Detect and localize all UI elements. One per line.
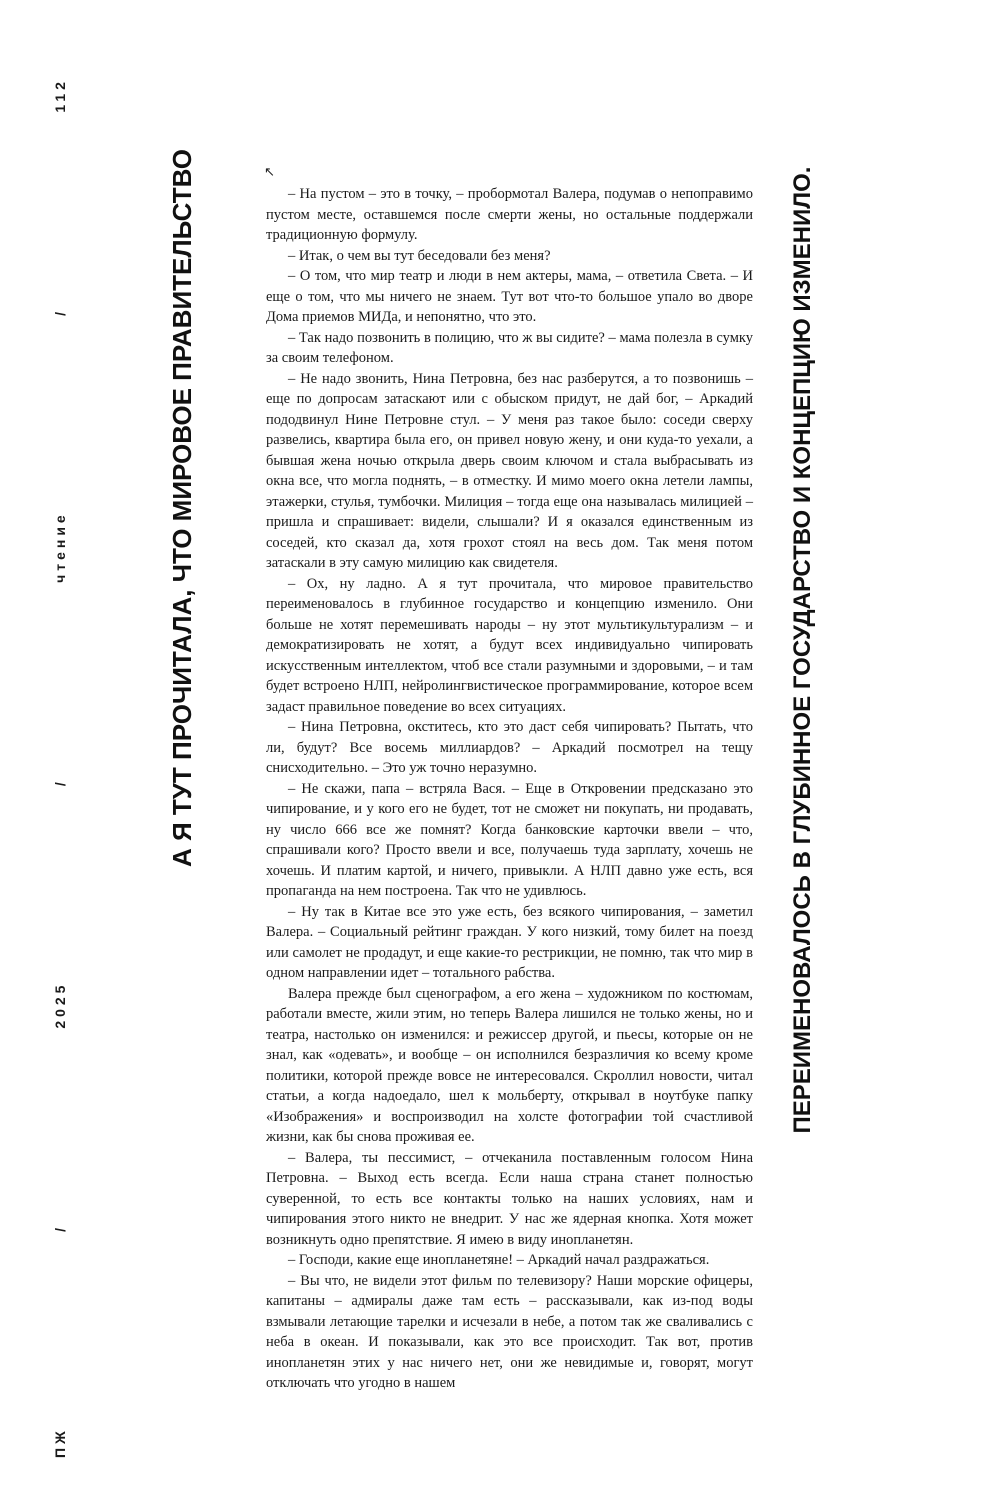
arrow-up-left-icon: ↖	[264, 165, 275, 180]
article-body	[266, 184, 753, 1391]
pull-quote-right: ПЕРЕИМЕНОВАЛОСЬ В ГЛУБИННОЕ ГОСУДАРСТВО И КОНЦЕПЦИЮ ИЗМЕНИЛО.	[789, 166, 816, 1134]
running-head	[48, 78, 72, 1458]
pull-quote-left: А Я ТУТ ПРОЧИТАЛА, ЧТО МИРОВОЕ ПРАВИТЕЛЬСТВО	[167, 148, 197, 868]
paragraph: – Так надо позвонить в полицию, что ж вы сидите? – мама полезла в сумку за своим телефоном.	[266, 329, 753, 366]
paragraph: – Не надо звонить, Нина Петровна, без нас разберутся, а то позвонишь – еще по допросам затаскают или с обыском придут, не дай бог, – Аркадий пододвинул Нине Петровне стул. – У меня раз такое было: соседи сверху развелись, квартира была его, он привел новую жену, и они куда-то уехали, а бывшая жена ночью открыла дверь своим ключом и стала выбрасывать из окна все, что могла поднять, – в отместку. И мимо моего окна летели лампы, этажерки, стулья, тумбочки. Милиция – тогда еще она называлась милицией – пришла и спрашивает: видели, слышали? И я оказался единственным из соседей, кто сказал да, хотя грохот стоял на весь дом. Так меня потом затаскали в эту самую милицию как свидетеля.	[266, 370, 753, 571]
paragraph: – Не скажи, папа – встряла Вася. – Еще в Откровении предсказано это чипирование, и у кого его не будет, тот не сможет ни покупать, ни продавать, ну число 666 все же помнят? Когда банковские карточки ввели – что, спрашивали кого? Просто ввели и все, получаешь туда зарплату, хочешь не хочешь. И платим картой, и ничего, привыкли. А НЛП давно уже есть, вся пропаганда на нем построена. Так что не удивлюсь.	[266, 780, 753, 899]
paragraph: – Нина Петровна, окститесь, кто это даст себя чипировать? Пытать, что ли, будут? Все восемь миллиардов? – Аркадий посмотрел на тещу снисходительно. – Это уж точно неразумно.	[266, 719, 753, 776]
paragraph: – Ох, ну ладно. А я тут прочитала, что мировое правительство переименовалось в глубинное государство и концепцию изменило. Они больше не хотят перемешивать народы – ну этот мультикультурализм – и демократизировать не хотят, а будут всех индивидуально чипировать искусственным интеллектом, чтоб все стали разумными и здоровыми, – и там будет встроено НЛП, нейролингвистическое программирование, которое всем задаст правильное поведение во всех ситуациях.	[266, 575, 753, 715]
section-name: чтение	[52, 511, 68, 583]
issue-year: 2025	[52, 981, 68, 1029]
journal-name: ПЖ	[52, 1427, 68, 1458]
paragraph: – Господи, какие еще инопланетяне! – Аркадий начал раздражаться.	[288, 1252, 710, 1268]
paragraph: – Валера, ты пессимист, – отчеканила поставленным голосом Нина Петровна. – Выход есть всегда. Если наша страна станет полностью суверенной, то есть все контакты только на наших условиях, нам и чипирования этого никто не внедрит. У нас же ядерная кнопка. Хотя может возникнуть одно препятствие. Я имею в виду инопланетян.	[266, 1149, 753, 1248]
separator: /	[52, 308, 68, 316]
paragraph: – Итак, о чем вы тут беседовали без меня?	[288, 247, 551, 264]
paragraph: – Ну так в Китае все это уже есть, без всякого чипирования, – заметил Валера. – Социальный рейтинг граждан. У кого низкий, тому билет на поезд или самолет не продадут, и еще какие-то рестрикции, не помню, так что мир в одном направлении идет – тотального рабства.	[266, 903, 753, 981]
paragraph: – На пустом – это в точку, – пробормотал Валера, подумав о непоправимо пустом месте, оставшемся после смерти жены, но остальные поддержали традиционную формулу.	[266, 186, 753, 243]
page-number: 112	[52, 78, 68, 113]
paragraph: – О том, что мир театр и люди в нем актеры, мама, – ответила Света. – И еще о том, что мы ничего не знаем. Тут вот что-то большое упало во дворе Дома приемов МИДа, и непонятно, что это.	[266, 268, 753, 325]
paragraph: Валера прежде был сценографом, а его жена – художником по костюмам, работали вместе, жили этим, но теперь Валера лишился не только жены, но и театра, настолько он изменился: и режиссер другой, и пьесы, которые он не знал, как «одевать», и вообще – он исполнился безразличия ко всему кроме политики, которой прежде вовсе не интересовался. Скроллил новости, читал статьи, а когда надоедало, шел к мольберту, открывал в ноутбуке папку «Изображения» и воспроизводил на холсте фотографии той счастливой жизни, как бы снова проживая ее.	[266, 985, 753, 1145]
paragraph: – Вы что, не видели этот фильм по телевизору? Наши морские офицеры, капитаны – адмиралы даже там есть – рассказывали, как из-под воды взмывали летающие тарелки и исчезали в небе, а потом так же сваливались с неба в океан. И показывали, как это все происходит. Так вот, против инопланетян этих у нас ничего нет, они же невидимые и, говорят, могут отключать что угодно в нашем	[266, 1272, 753, 1391]
separator: /	[52, 1224, 68, 1232]
separator: /	[52, 778, 68, 787]
